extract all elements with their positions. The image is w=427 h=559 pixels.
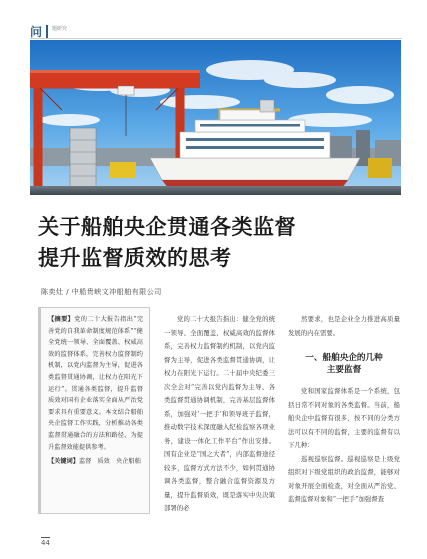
abstract-text: 党的二十大报告指出“完善党的自我革命制度规范体系”“健全党统一领导、全面覆盖、权威高效的监督体系，完善权力监督制约机制，以党内监督为主导，促进各类监督贯通协调，让权力在阳光下运行”。贯通各类监督，提升监督质效对国有企业落实全面从严治党要求具有重要意义。本文结合船舶央企监督工作实践，分析推动各类监督贯通融合的方法和路径，为提升监督效能提供参考。 <box>48 316 144 451</box>
heading-line-1: 一、船舶央企的几种 <box>305 353 383 363</box>
page-number: 44 <box>41 539 50 547</box>
hero-photo <box>30 40 401 195</box>
article-title <box>38 212 398 274</box>
section-subtitle: 题研究 <box>52 25 68 32</box>
keywords-text: 监督 质效 央企船舶 <box>78 458 141 466</box>
body-column-3 <box>288 313 400 507</box>
body-paragraph: 党和国家监督体系是一个系统，包括日常不同对象的各类监督。当前，船舶央企中监督有很多，按不同的分类方法可以有不同的监督，主要的监督有以下几种： <box>288 387 400 449</box>
body-column-2 <box>164 313 275 516</box>
byline: 陈奕灶 / 中船贵峡文冲船舶有限公司 <box>41 288 162 296</box>
abstract-label: 【摘要】 <box>48 316 75 323</box>
body-paragraph: 党的二十大报告指出：健全党的统一领导、全面覆盖、权威高效的监督体系，完善权力监督制约机制，以党内监督为主导，促进各类监督贯通协调，让权力在阳光下运行。二十届中央纪委三次全会对“完善以党内监督为主导、各类监督贯通协调机制，完善基层监督体系，加强对‘一把手’和领导班子监督，推动数字技术深度融入纪检监察各项业务，建设一体化工作平台”作出安排。国有企业是“国之大者”，内部监督途径较多，监督方式方法不少，如何贯通协调各类监督，整合融合监督资源及方量，提升监督质效，既是落实中央决策部署的必 <box>164 315 275 512</box>
title-line-1: 关于船舶央企贯通各类监督 <box>38 215 296 239</box>
title-line-2: 提升监督质效的思考 <box>38 246 232 270</box>
abstract-box <box>38 307 150 514</box>
heading-line-2: 主要监督 <box>326 365 362 375</box>
header-rule <box>30 38 402 39</box>
section-divider <box>46 25 48 38</box>
section-heading <box>288 352 400 376</box>
section-mark: 问 <box>30 24 44 39</box>
body-paragraph: 巡视巡察监督。巡视巡察是上级党组织对下级党组织的政治监督，能够对对象开展全面检查，对全面从严治党、监督监督对象和“一把手”加强督查 <box>288 454 400 503</box>
keywords-label: 【关键词】 <box>48 458 79 466</box>
body-paragraph: 然要求，也是企业全力推进高质量发展的内在需要。 <box>288 315 400 337</box>
